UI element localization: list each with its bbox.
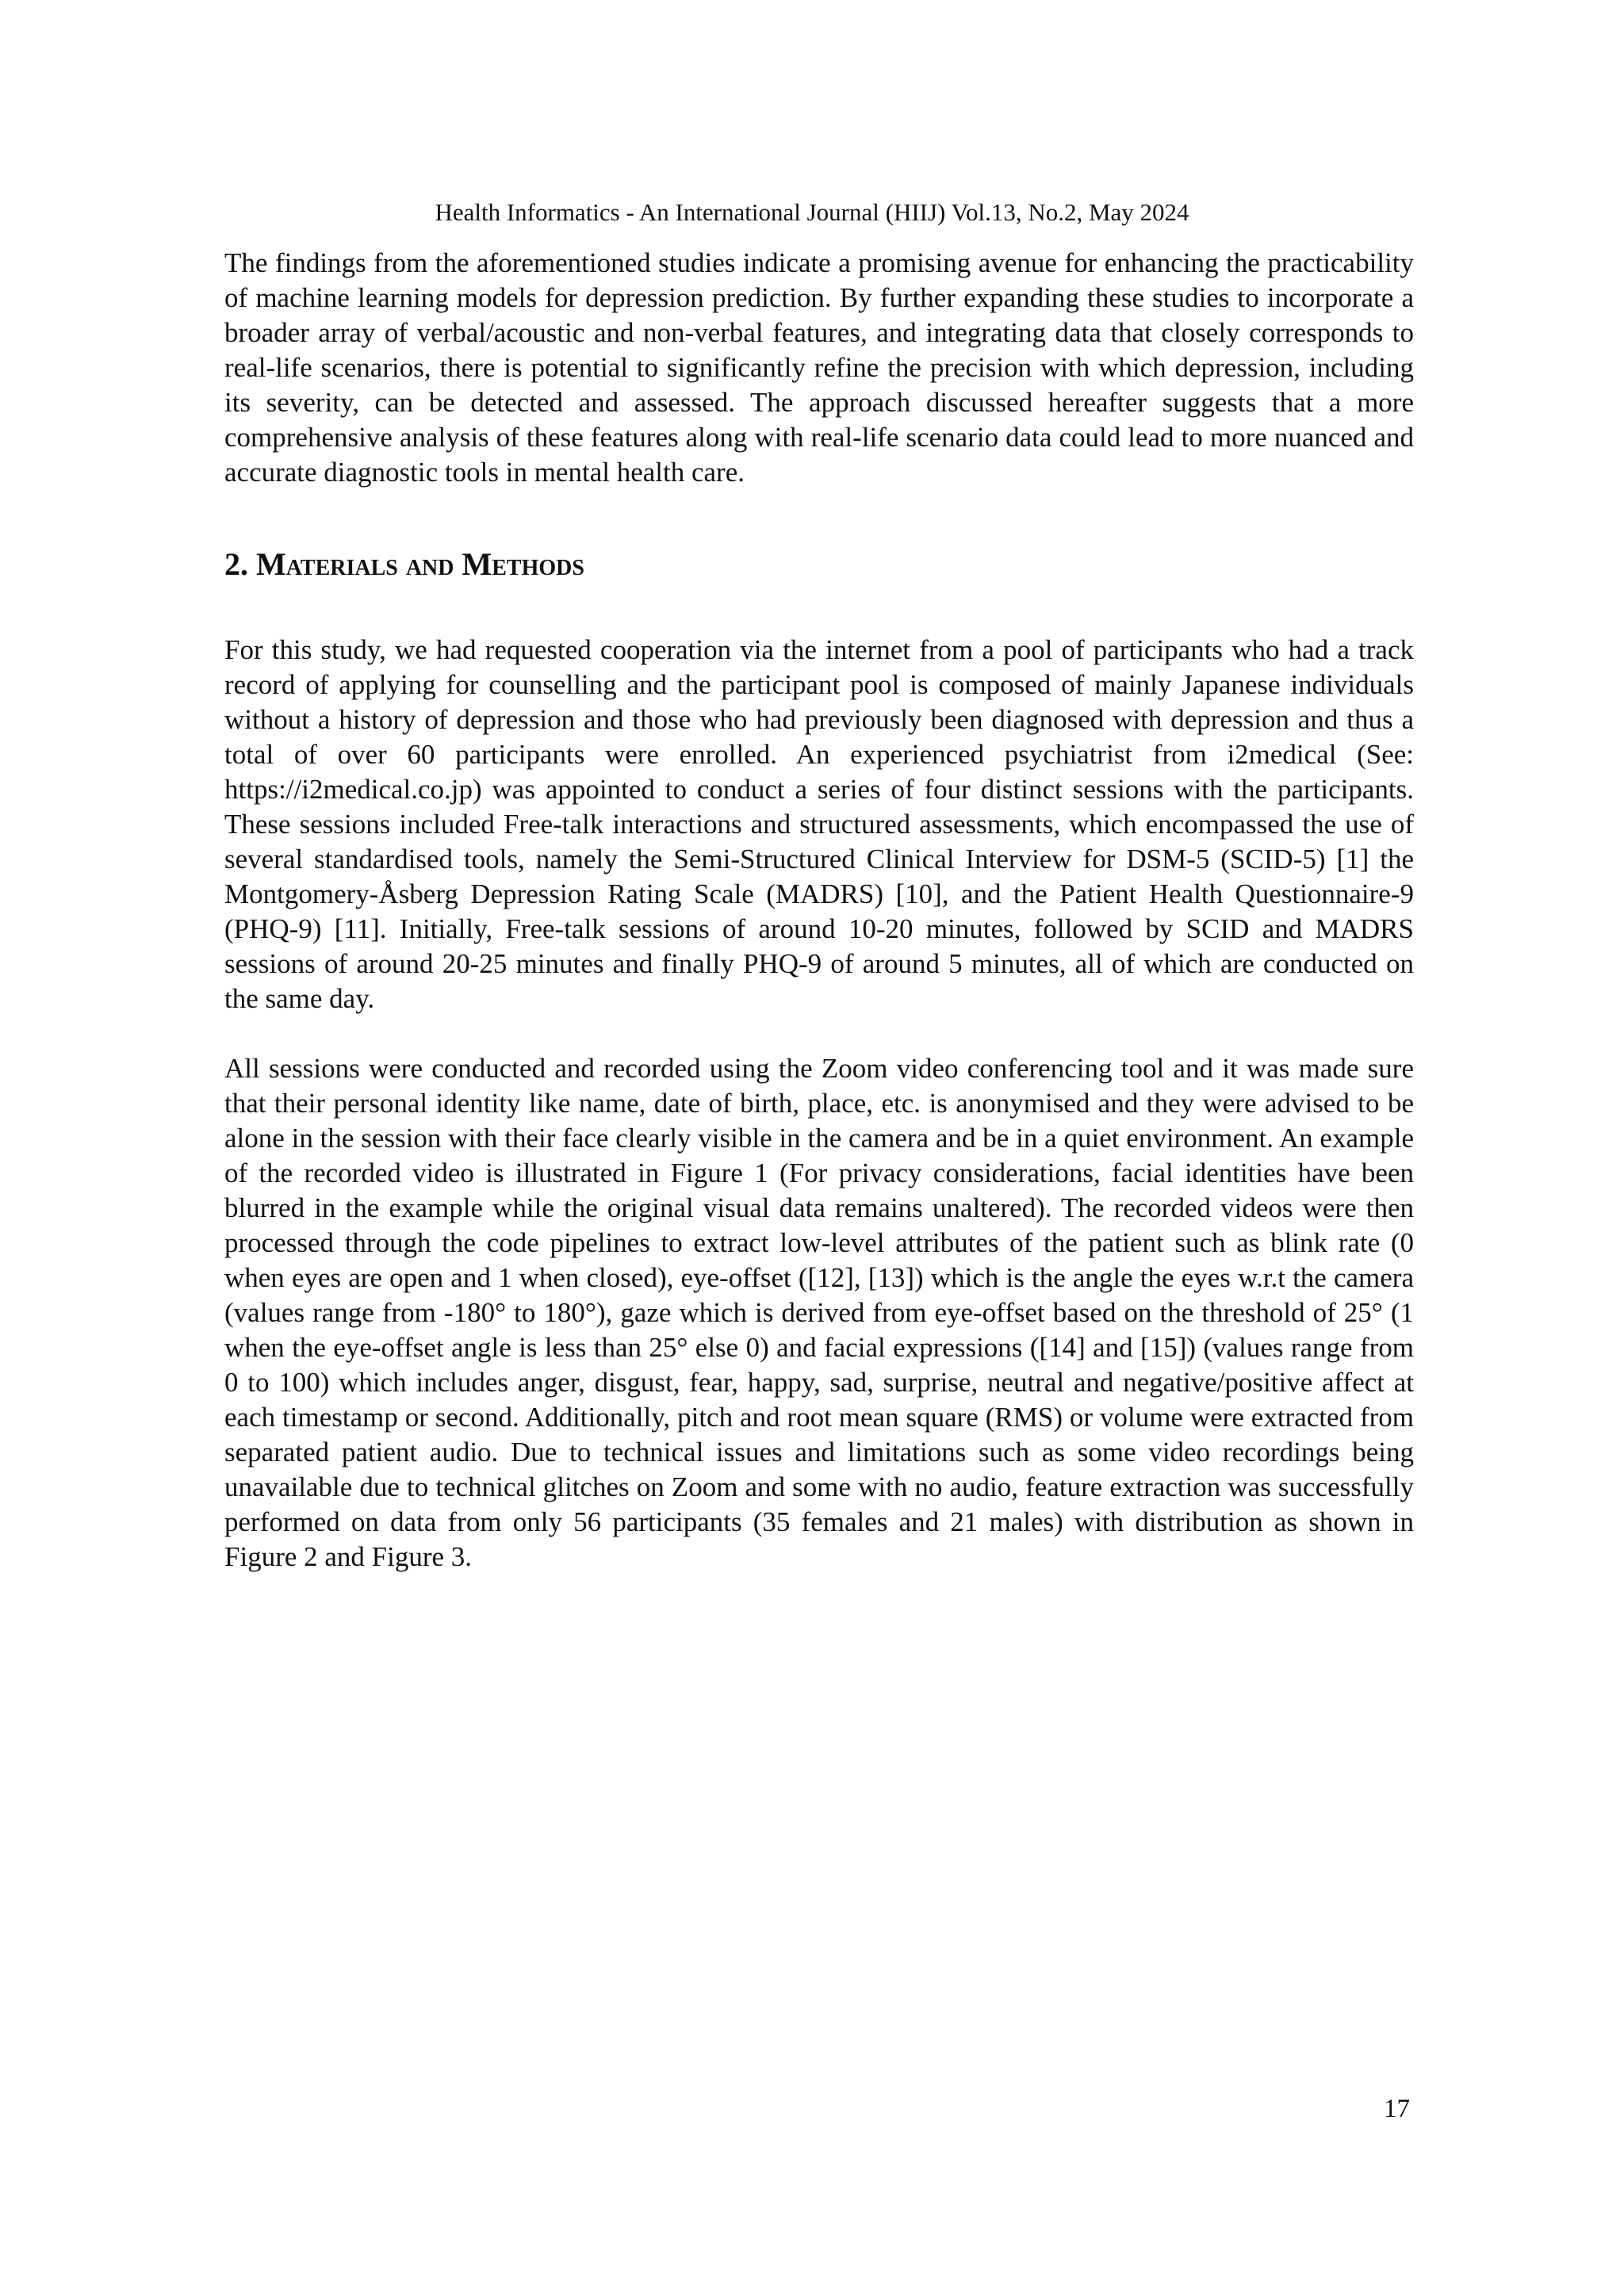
section-heading <box>224 545 1414 584</box>
page-number: 17 <box>1384 2095 1410 2123</box>
page-body <box>224 246 1414 1575</box>
methods-paragraph-2: All sessions were conducted and recorded using the Zoom video conferencing tool and it was made sure that their personal identity like name, date of birth, place, etc. is anonymised and they were advised to be alone in the session with their face clearly visible in the camera and be in a quiet environment. An example of the recorded video is illustrated in Figure 1 (For privacy considerations, facial identities have been blurred in the example while the original visual data remains unaltered). The recorded videos were then processed through the code pipelines to extract low-level attributes of the patient such as blink rate (0 when eyes are open and 1 when closed), eye-offset ([12], [13]) which is the angle the eyes w.r.t the camera (values range from -180° to 180°), gaze which is derived from eye-offset based on the threshold of 25° (1 when the eye-offset angle is less than 25° else 0) and facial expressions ([14] and [15]) (values range from 0 to 100) which includes anger, disgust, fear, happy, sad, surprise, neutral and negative/positive affect at each timestamp or second. Additionally, pitch and root mean square (RMS) or volume were extracted from separated patient audio. Due to technical issues and limitations such as some video recordings being unavailable due to technical glitches on Zoom and some with no audio, feature extraction was successfully performed on data from only 56 participants (35 females and 21 males) with distribution as shown in Figure 2 and Figure 3. <box>224 1053 1414 1572</box>
methods-paragraph-1: For this study, we had requested cooperation via the internet from a pool of participants who had a track record of applying for counselling and the participant pool is composed of mainly Japanese individuals without a history of depression and those who had previously been diagnosed with depression and thus a total of over 60 participants were enrolled. An experienced psychiatrist from i2medical (See: https://i2medical.co.jp) was appointed to conduct a series of four distinct sessions with the participants. These sessions included Free-talk interactions and structured assessments, which encompassed the use of several standardised tools, namely the Semi-Structured Clinical Interview for DSM-5 (SCID-5) [1] the Montgomery-Åsberg Depression Rating Scale (MADRS) [10], and the Patient Health Questionnaire-9 (PHQ-9) [11]. Initially, Free-talk sessions of around 10-20 minutes, followed by SCID and MADRS sessions of around 20-25 minutes and finally PHQ-9 of around 5 minutes, all of which are conducted on the same day. <box>224 634 1414 1014</box>
section-number: 2. <box>224 546 248 582</box>
running-header: Health Informatics - An International Journal (HIIJ) Vol.13, No.2, May 2024 <box>435 198 1189 226</box>
intro-paragraph: The findings from the aforementioned studies indicate a promising avenue for enhancing the practicability of machine learning models for depression prediction. By further expanding these studies to incorporate a broader array of verbal/acoustic and non-verbal features, and integrating data that closely corresponds to real-life scenarios, there is potential to significantly refine the precision with which depression, including its severity, can be detected and assessed. The approach discussed hereafter suggests that a more comprehensive analysis of these features along with real-life scenario data could lead to more nuanced and accurate diagnostic tools in mental health care. <box>224 247 1414 488</box>
section-title: Materials and Methods <box>256 546 584 582</box>
